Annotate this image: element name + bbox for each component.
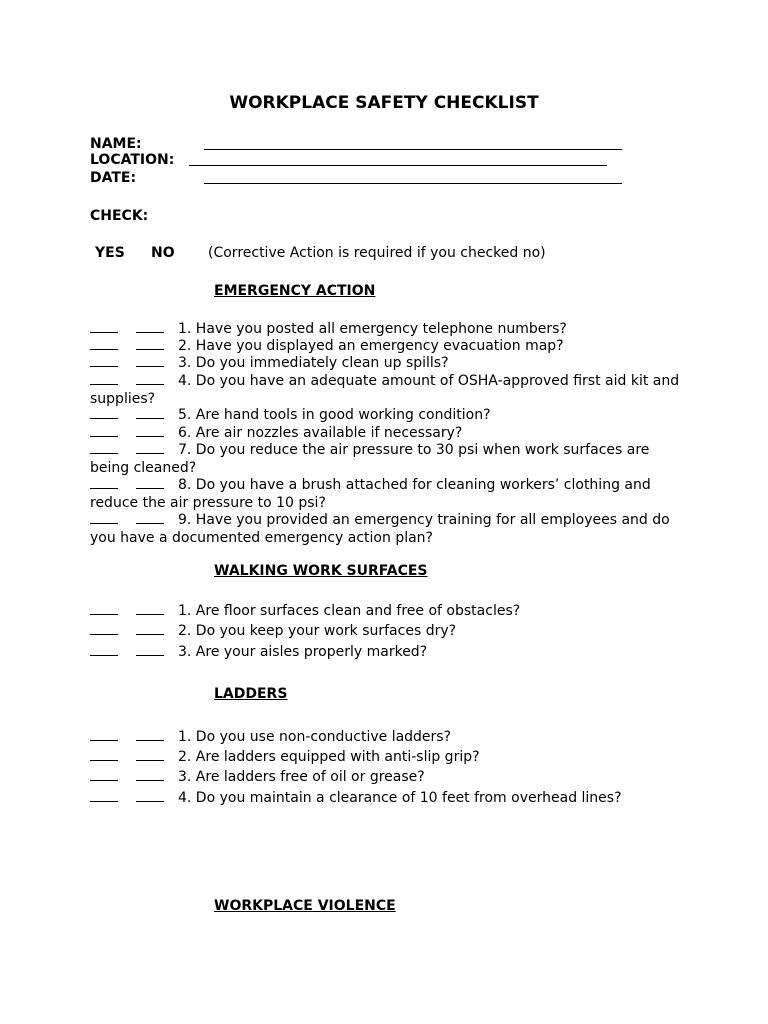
checklist-item: 3. Do you immediately clean up spills? xyxy=(90,354,680,373)
yes-blank[interactable] xyxy=(90,643,118,656)
yes-blank[interactable] xyxy=(90,406,118,419)
checklist-item: 4. Do you maintain a clearance of 10 feet from overhead lines? xyxy=(90,789,680,808)
no-blank[interactable] xyxy=(136,643,164,656)
yes-blank[interactable] xyxy=(90,320,118,333)
yes-blank[interactable] xyxy=(90,768,118,781)
checklist-item: 3. Are ladders free of oil or grease? xyxy=(90,768,680,787)
no-blank[interactable] xyxy=(136,728,164,741)
section-heading-ladders: LADDERS xyxy=(214,686,288,702)
check-label: CHECK: xyxy=(90,208,149,224)
no-blank[interactable] xyxy=(136,337,164,350)
section-heading-workplace-violence: WORKPLACE VIOLENCE xyxy=(214,898,396,914)
yes-blank[interactable] xyxy=(90,441,118,454)
location-label: LOCATION: xyxy=(90,152,175,168)
no-blank[interactable] xyxy=(136,622,164,635)
name-label: NAME: xyxy=(90,136,142,152)
yes-blank[interactable] xyxy=(90,622,118,635)
checklist-item: 3. Are your aisles properly marked? xyxy=(90,643,680,662)
no-blank[interactable] xyxy=(136,406,164,419)
checklist-item: 2. Do you keep your work surfaces dry? xyxy=(90,622,680,641)
checklist-item: 2. Are ladders equipped with anti-slip grip? xyxy=(90,748,680,767)
checklist-item: 1. Are floor surfaces clean and free of obstacles? xyxy=(90,602,680,621)
checklist-item: 1. Have you posted all emergency telephone numbers? xyxy=(90,320,680,339)
yes-blank[interactable] xyxy=(90,476,118,489)
no-blank[interactable] xyxy=(136,789,164,802)
location-field[interactable] xyxy=(189,151,607,171)
no-blank[interactable] xyxy=(136,476,164,489)
checklist-item: 1. Do you use non-conductive ladders? xyxy=(90,728,680,747)
no-blank[interactable] xyxy=(136,372,164,385)
no-blank[interactable] xyxy=(136,441,164,454)
yes-blank[interactable] xyxy=(90,337,118,350)
no-blank[interactable] xyxy=(136,602,164,615)
no-blank[interactable] xyxy=(136,511,164,524)
yes-blank[interactable] xyxy=(90,602,118,615)
checklist-item: 8. Do you have a brush attached for cleaning workers’ clothing and reduce the air pressure to 10 psi? xyxy=(90,477,651,511)
yes-blank[interactable] xyxy=(90,372,118,385)
no-column-header: NO xyxy=(151,245,175,261)
checklist-item: 5. Are hand tools in good working condition? xyxy=(90,406,680,425)
yes-blank[interactable] xyxy=(90,511,118,524)
no-blank[interactable] xyxy=(136,748,164,761)
date-label: DATE: xyxy=(90,170,137,186)
yes-blank[interactable] xyxy=(90,748,118,761)
yes-blank[interactable] xyxy=(90,354,118,367)
date-field[interactable] xyxy=(204,169,622,189)
no-blank[interactable] xyxy=(136,424,164,437)
yes-blank[interactable] xyxy=(90,789,118,802)
section-heading-emergency-action: EMERGENCY ACTION xyxy=(214,283,376,299)
section-heading-walking-work-surfaces: WALKING WORK SURFACES xyxy=(214,563,428,579)
checklist-item: 7. Do you reduce the air pressure to 30 psi when work surfaces are being cleaned? xyxy=(90,442,650,476)
yes-column-header: YES xyxy=(95,245,125,261)
checklist-item: 6. Are air nozzles available if necessary? xyxy=(90,424,680,443)
no-blank[interactable] xyxy=(136,354,164,367)
checklist-item: 9. Have you provided an emergency training for all employees and do you have a documented emergency action plan? xyxy=(90,512,670,546)
yes-blank[interactable] xyxy=(90,424,118,437)
corrective-note: (Corrective Action is required if you checked no) xyxy=(208,245,546,261)
page-title: WORKPLACE SAFETY CHECKLIST xyxy=(229,93,539,113)
checklist-item: 2. Have you displayed an emergency evacuation map? xyxy=(90,337,680,356)
yes-blank[interactable] xyxy=(90,728,118,741)
checklist-item: 4. Do you have an adequate amount of OSHA-approved first aid kit and supplies? xyxy=(90,373,680,407)
no-blank[interactable] xyxy=(136,768,164,781)
no-blank[interactable] xyxy=(136,320,164,333)
